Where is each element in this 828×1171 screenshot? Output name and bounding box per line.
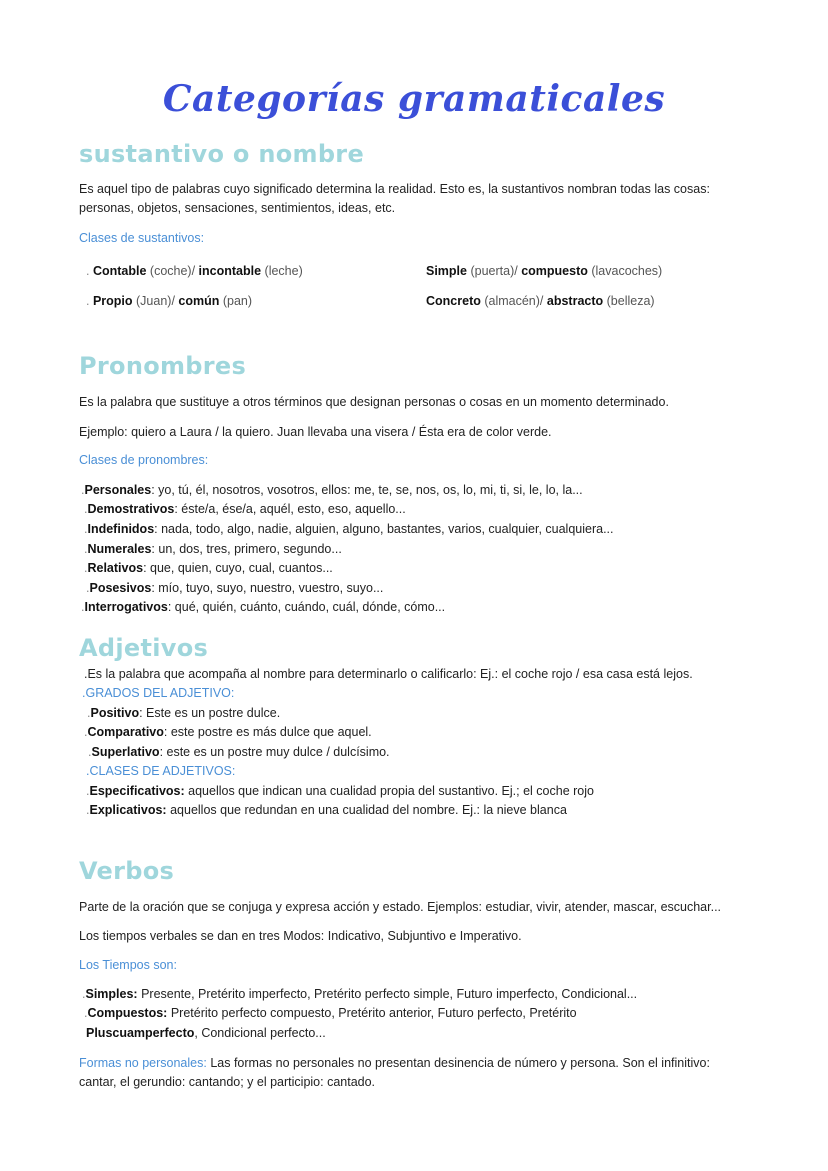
pronombre-item <box>84 500 406 520</box>
bullet: . <box>81 600 85 614</box>
pronombre-text: : un, dos, tres, primero, segundo... <box>151 542 342 556</box>
bullet: . <box>87 706 91 720</box>
bullet: . <box>81 483 85 497</box>
bullet: . <box>84 1006 88 1020</box>
grado-text: : Este es un postre dulce. <box>139 706 281 720</box>
bullet: . <box>84 502 88 516</box>
bullet: . <box>84 522 88 536</box>
grado-item <box>88 743 390 763</box>
pronombre-text: : que, quien, cuyo, cual, cuantos... <box>143 561 333 575</box>
pronombre-item <box>81 481 583 501</box>
class-example: (almacén)/ <box>480 294 547 308</box>
class-term: común <box>178 294 220 308</box>
clase-adjetivo-item <box>86 801 567 821</box>
grado-term: Positivo <box>90 706 140 720</box>
class-term: Simple <box>426 264 467 278</box>
sustantivo-class-item <box>86 262 303 282</box>
class-example: (puerta)/ <box>467 264 522 278</box>
class-term: Propio <box>92 294 133 308</box>
adjetivos-definition: .Es la palabra que acompaña al nombre para determinarlo o calificarlo: Ej.: el coche rojo / esa casa está lejos. <box>84 667 693 681</box>
clase-text: aquellos que indican una cualidad propia del sustantivo. Ej.; el coche rojo <box>184 784 594 798</box>
class-term: compuesto <box>521 264 588 278</box>
pronombre-item <box>81 598 445 618</box>
class-example: (lavacoches) <box>587 264 663 278</box>
pronombre-term: Demostrativos <box>87 502 175 516</box>
clase-term: Especificativos: <box>89 784 185 798</box>
tiempo-term: Pluscuamperfecto <box>86 1026 195 1040</box>
bullet: . <box>86 294 93 308</box>
grado-term: Comparativo <box>87 725 164 739</box>
sustantivo-class-item <box>426 292 655 312</box>
grado-item <box>87 704 280 724</box>
sustantivo-classes-label: Clases de sustantivos: <box>79 231 205 245</box>
bullet: . <box>88 745 92 759</box>
pronombre-term: Interrogativos <box>84 600 168 614</box>
clases-adjetivos-label: .CLASES DE ADJETIVOS: <box>86 764 236 778</box>
formas-label: Formas no personales: <box>79 1056 207 1070</box>
grado-term: Superlativo <box>91 745 160 759</box>
section-title-sustantivo: sustantivo o nombre <box>79 140 365 168</box>
verbos-definition: Parte de la oración que se conjuga y expresa acción y estado. Ejemplos: estudiar, vivir, atender, mascar, escuchar... <box>79 900 722 914</box>
section-title-pronombres: Pronombres <box>79 352 247 380</box>
bullet: . <box>82 987 86 1001</box>
grado-text: : este es un postre muy dulce / dulcísimo. <box>159 745 390 759</box>
bullet: . <box>84 542 88 556</box>
pronombre-term: Numerales <box>87 542 152 556</box>
class-example: (coche)/ <box>146 264 199 278</box>
formas-no-personales <box>79 1054 729 1092</box>
tiempo-text: Pretérito perfecto compuesto, Pretérito anterior, Futuro perfecto, Pretérito <box>167 1006 577 1020</box>
section-title-adjetivos: Adjetivos <box>79 634 209 662</box>
tiempo-item <box>86 1024 326 1044</box>
bullet: . <box>86 264 93 278</box>
pronombre-item <box>84 540 342 560</box>
pronombre-term: Indefinidos <box>87 522 155 536</box>
pronombre-text: : nada, todo, algo, nadie, alguien, alguno, bastantes, varios, cualquier, cualquiera... <box>154 522 614 536</box>
sustantivo-class-item <box>86 292 252 312</box>
tiempo-item <box>82 985 637 1005</box>
tiempo-text: Presente, Pretérito imperfecto, Pretérito perfecto simple, Futuro imperfecto, Condicional... <box>137 987 638 1001</box>
formas-text: Las formas no personales no presentan desinencia de número y persona. Son el infinitivo: cantar, el gerundio: cantando; y el participio: cantado. <box>79 1056 710 1089</box>
clase-adjetivo-item <box>86 782 594 802</box>
bullet: . <box>86 581 90 595</box>
bullet: . <box>84 725 88 739</box>
bullet: . <box>84 561 88 575</box>
verbos-modos: Los tiempos verbales se dan en tres Modos: Indicativo, Subjuntivo e Imperativo. <box>79 929 522 943</box>
pronombres-example: Ejemplo: quiero a Laura / la quiero. Juan llevaba una visera / Ésta era de color verde. <box>79 425 552 439</box>
grado-item <box>84 723 372 743</box>
pronombre-item <box>84 520 614 540</box>
pronombre-text: : yo, tú, él, nosotros, vosotros, ellos: me, te, se, nos, os, lo, mi, ti, si, le, lo, la... <box>151 483 583 497</box>
class-example: (Juan)/ <box>132 294 179 308</box>
page-title: Categorías gramaticales <box>162 78 666 120</box>
pronombre-term: Personales <box>84 483 152 497</box>
bullet: . <box>86 784 90 798</box>
clase-term: Explicativos: <box>89 803 167 817</box>
tiempo-text: , Condicional perfecto... <box>194 1026 326 1040</box>
class-example: (pan) <box>219 294 253 308</box>
pronombre-item <box>86 579 383 599</box>
clase-text: aquellos que redundan en una cualidad del nombre. Ej.: la nieve blanca <box>166 803 567 817</box>
pronombre-text: : éste/a, ése/a, aquél, esto, eso, aquello... <box>174 502 406 516</box>
pronombre-text: : mío, tuyo, suyo, nuestro, vuestro, suyo... <box>151 581 384 595</box>
tiempo-item <box>84 1004 577 1024</box>
class-example: (belleza) <box>603 294 655 308</box>
class-term: Concreto <box>426 294 481 308</box>
pronombres-definition: Es la palabra que sustituye a otros términos que designan personas o cosas en un momento determinado. <box>79 395 669 409</box>
bullet: . <box>86 803 90 817</box>
pronombre-term: Posesivos <box>89 581 152 595</box>
pronombres-classes-label: Clases de pronombres: <box>79 453 209 467</box>
tiempo-term: Compuestos: <box>87 1006 168 1020</box>
tiempo-term: Simples: <box>85 987 138 1001</box>
grados-label: .GRADOS DEL ADJETIVO: <box>82 686 235 700</box>
class-example: (leche) <box>261 264 303 278</box>
class-term: incontable <box>198 264 262 278</box>
pronombre-item <box>84 559 333 579</box>
grado-text: : este postre es más dulce que aquel. <box>163 725 372 739</box>
pronombre-term: Relativos <box>87 561 144 575</box>
tiempos-label: Los Tiempos son: <box>79 958 177 972</box>
class-term: abstracto <box>546 294 604 308</box>
section-title-verbos: Verbos <box>79 857 175 885</box>
pronombre-text: : qué, quién, cuánto, cuándo, cuál, dónde, cómo... <box>167 600 446 614</box>
class-term: Contable <box>92 264 147 278</box>
sustantivo-definition: Es aquel tipo de palabras cuyo significado determina la realidad. Esto es, la sustantivos nombran todas las cosas: personas, objetos, sensaciones, sentimientos, ideas, etc. <box>79 182 710 215</box>
sustantivo-class-item <box>426 262 662 282</box>
